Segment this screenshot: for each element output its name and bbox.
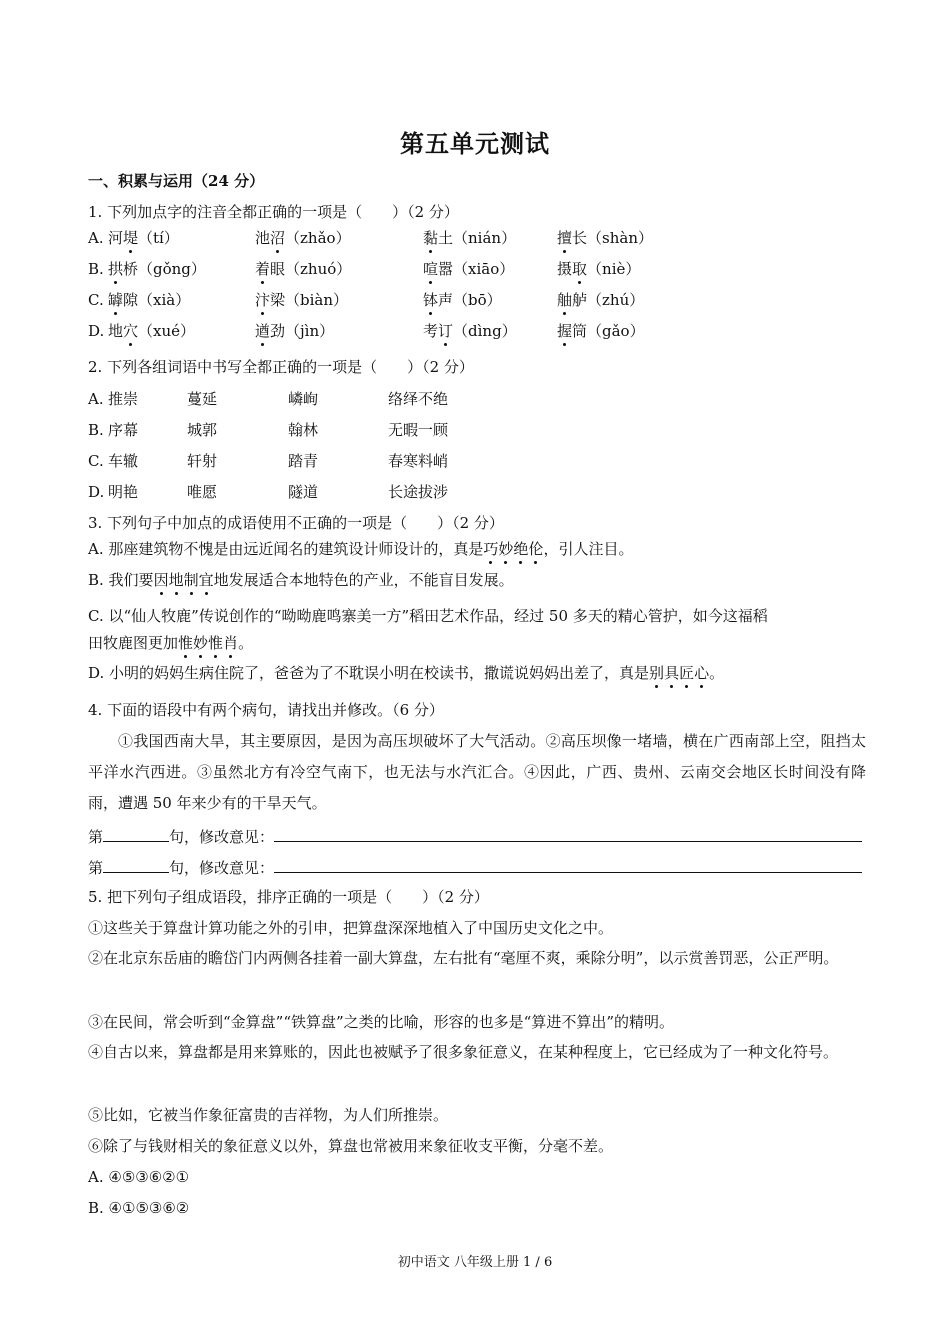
pinyin-text: 声（bō） — [438, 291, 502, 309]
dotted-character: 黏 — [423, 229, 439, 247]
dotted-character: 握 — [557, 322, 573, 340]
pinyin-item — [423, 228, 516, 248]
pinyin-item — [108, 290, 190, 310]
dotted-character: 堤 — [123, 229, 139, 247]
word-item: 明艳 — [108, 483, 139, 501]
sentence-1: ①这些关于算盘计算功能之外的引申，把算盘深深地植入了中国历史文化之中。 — [88, 919, 614, 937]
pinyin-text: 土（nián） — [438, 229, 517, 247]
dotted-character: 汴 — [255, 291, 271, 309]
answer-line-1 — [88, 825, 862, 847]
word-item: 车辙 — [108, 452, 139, 470]
dotted-character: 伦 — [528, 540, 544, 558]
word-text: 地 — [108, 322, 124, 340]
dotted-character: 妙 — [498, 540, 514, 558]
revision-blank[interactable] — [274, 856, 862, 873]
question-4-passage: ①我国西南大旱，其主要原因，是因为高压坝破坏了大气活动。②高压坝像一堵墙，横在广西南部上空，阻挡太平洋水汽西进。③虽然北方有冷空气南下，也无法与水汽汇合。④因此，广西、贵州、云南交会地区长时间没有降雨，遭遇 50 年来少有的干旱天气。 — [88, 732, 866, 812]
dotted-character: 沼 — [270, 229, 286, 247]
sentence-number-blank[interactable] — [103, 856, 169, 873]
pinyin-item — [255, 321, 334, 341]
dotted-character: 穴 — [123, 322, 139, 340]
question-1-stem: 1. 下列加点字的注音全都正确的一项是（ ）（2 分） — [88, 203, 459, 221]
word-text: 摄 — [557, 260, 573, 278]
pinyin-text: （niè） — [587, 260, 641, 278]
pinyin-item — [557, 321, 645, 341]
answer-label: 句，修改意见： — [169, 859, 275, 877]
dotted-character: 遒 — [255, 322, 271, 340]
option-text: 。 — [238, 634, 254, 652]
word-item: 长途拔涉 — [388, 483, 449, 501]
dotted-character: 订 — [438, 322, 454, 340]
pinyin-text: 梁（biàn） — [270, 291, 349, 309]
option-label: B. — [88, 260, 104, 278]
option-label: D. — [88, 483, 105, 501]
pinyin-text: （tí） — [138, 229, 179, 247]
word-item: 无暇一顾 — [388, 421, 449, 439]
question-3-option-a — [88, 539, 633, 559]
pinyin-item — [255, 290, 348, 310]
pinyin-text: 劲（jìn） — [270, 322, 335, 340]
pinyin-text: （zhǎo） — [285, 229, 351, 247]
word-item: 推崇 — [108, 390, 139, 408]
sentence-3: ③在民间，常会听到“金算盘”“铁算盘”之类的比喻，形容的也多是“算进不算出”的精明。 — [88, 1013, 675, 1031]
question-5-option-a: A. ④⑤③⑥②① — [88, 1168, 190, 1186]
dotted-character: 别 — [649, 664, 665, 682]
pinyin-item — [557, 290, 644, 310]
pinyin-text: 舻（zhú） — [572, 291, 645, 309]
dotted-character: 绝 — [513, 540, 529, 558]
dotted-character: 舳 — [557, 291, 573, 309]
section-heading: 一、积累与运用（24 分） — [88, 172, 265, 190]
dotted-idiom — [178, 634, 238, 652]
word-text: 考 — [423, 322, 439, 340]
dotted-character: 惟 — [178, 634, 194, 652]
word-item: 嶙峋 — [288, 390, 319, 408]
sentence-4: ④自古以来，算盘都是用来算账的，因此也被赋予了很多象征意义，在某种程度上，它已经成为了一种文化符号。 — [88, 1043, 839, 1061]
pinyin-text: 长（shàn） — [572, 229, 653, 247]
dotted-idiom — [483, 540, 543, 558]
dotted-character: 着 — [255, 260, 271, 278]
page-footer: 初中语文 八年级上册 1 / 6 — [397, 1255, 553, 1270]
pinyin-item — [108, 259, 206, 279]
page-title: 第五单元测试 — [400, 129, 550, 158]
dotted-character: 妙 — [193, 634, 209, 652]
pinyin-item — [423, 259, 514, 279]
dotted-character: 宜 — [198, 571, 214, 589]
option-label: C. — [88, 291, 104, 309]
word-item: 轩射 — [187, 452, 218, 470]
dotted-character: 地 — [168, 571, 184, 589]
option-text: 。 — [709, 664, 725, 682]
word-item: 络绎不绝 — [388, 390, 449, 408]
question-3-option-d — [88, 663, 724, 683]
dotted-character: 匠 — [679, 664, 695, 682]
answer-prefix: 第 — [88, 859, 104, 877]
word-item: 城郭 — [187, 421, 218, 439]
question-3-option-c-cont — [88, 633, 253, 653]
sentence-2: ②在北京东岳庙的瞻岱门内两侧各挂着一副大算盘，左右批有“毫厘不爽，乘除分明”，以示赏善罚恶，公正严明。 — [88, 949, 839, 967]
dotted-character: 钵 — [423, 291, 439, 309]
word-item: 踏青 — [288, 452, 319, 470]
word-text: 河 — [108, 229, 124, 247]
dotted-character: 惟 — [208, 634, 224, 652]
option-label: B. — [88, 421, 104, 439]
option-label: A. — [88, 229, 104, 247]
question-2-stem: 2. 下列各组词语中书写全都正确的一项是（ ）（2 分） — [88, 358, 474, 376]
pinyin-item — [108, 321, 195, 341]
question-3-stem: 3. 下列句子中加点的成语使用不正确的一项是（ ）（2 分） — [88, 514, 504, 532]
pinyin-text: （dìng） — [453, 322, 517, 340]
option-text: 田牧鹿图更加 — [88, 634, 179, 652]
pinyin-item — [423, 321, 517, 341]
dotted-character: 因 — [153, 571, 169, 589]
dotted-character: 具 — [664, 664, 680, 682]
option-text: 地发展适合本地特色的产业，不能盲目发展。 — [213, 571, 514, 589]
dotted-character: 喧 — [423, 260, 439, 278]
option-text: ，引人注目。 — [543, 540, 634, 558]
word-item: 序幕 — [108, 421, 139, 439]
pinyin-item — [255, 259, 351, 279]
pinyin-item — [557, 259, 640, 279]
question-4-stem: 4. 下面的语段中有两个病句，请找出并修改。（6 分） — [88, 701, 444, 719]
pinyin-text: 桥（gǒng） — [123, 260, 206, 278]
dotted-character: 肖 — [223, 634, 239, 652]
sentence-number-blank[interactable] — [103, 825, 169, 842]
answer-label: 句，修改意见： — [169, 828, 275, 846]
dotted-character: 心 — [694, 664, 710, 682]
option-label: A. — [88, 390, 104, 408]
pinyin-text: 筒（gǎo） — [572, 322, 645, 340]
word-item: 翰林 — [288, 421, 319, 439]
question-5-stem: 5. 把下列句子组成语段，排序正确的一项是（ ）（2 分） — [88, 888, 489, 906]
pinyin-text: 隙（xià） — [123, 291, 191, 309]
sentence-6: ⑥除了与钱财相关的象征意义以外，算盘也常被用来象征收支平衡，分毫不差。 — [88, 1137, 614, 1155]
pinyin-text: 嚣（xiāo） — [438, 260, 515, 278]
option-label: C. — [88, 452, 104, 470]
pinyin-item — [423, 290, 502, 310]
word-item: 蔓延 — [187, 390, 218, 408]
word-item: 春寒料峭 — [388, 452, 449, 470]
pinyin-item — [108, 228, 179, 248]
dotted-idiom — [649, 664, 709, 682]
word-text: 池 — [255, 229, 271, 247]
answer-prefix: 第 — [88, 828, 104, 846]
dotted-character: 擅 — [557, 229, 573, 247]
word-item: 隧道 — [288, 483, 319, 501]
pinyin-item — [255, 228, 351, 248]
revision-blank[interactable] — [274, 825, 862, 842]
dotted-character: 拱 — [108, 260, 124, 278]
question-5-option-b: B. ④①⑤③⑥② — [88, 1199, 190, 1217]
dotted-character: 制 — [183, 571, 199, 589]
sentence-5: ⑤比如，它被当作象征富贵的吉祥物，为人们所推崇。 — [88, 1106, 449, 1124]
word-item: 唯愿 — [187, 483, 218, 501]
answer-line-2 — [88, 856, 862, 878]
pinyin-text: 眼（zhuó） — [270, 260, 352, 278]
option-text: A. 那座建筑物不愧是由远近闻名的建筑设计师设计的，真是 — [88, 540, 484, 558]
dotted-character: 取 — [572, 260, 588, 278]
dotted-idiom — [154, 571, 214, 589]
option-text: D. 小明的妈妈生病住院了，爸爸为了不耽误小明在校读书，撒谎说妈妈出差了，真是 — [88, 664, 650, 682]
option-text: B. 我们要 — [88, 571, 154, 589]
pinyin-text: （xué） — [138, 322, 196, 340]
dotted-character: 罅 — [108, 291, 124, 309]
question-3-option-b — [88, 570, 514, 590]
pinyin-item — [557, 228, 653, 248]
dotted-character: 巧 — [483, 540, 499, 558]
question-3-option-c: C. 以“仙人牧鹿”传说创作的“呦呦鹿鸣寨美一方”稻田艺术作品，经过 50 多天的精心管护，如今这福稻 — [88, 607, 768, 625]
option-label: D. — [88, 322, 105, 340]
